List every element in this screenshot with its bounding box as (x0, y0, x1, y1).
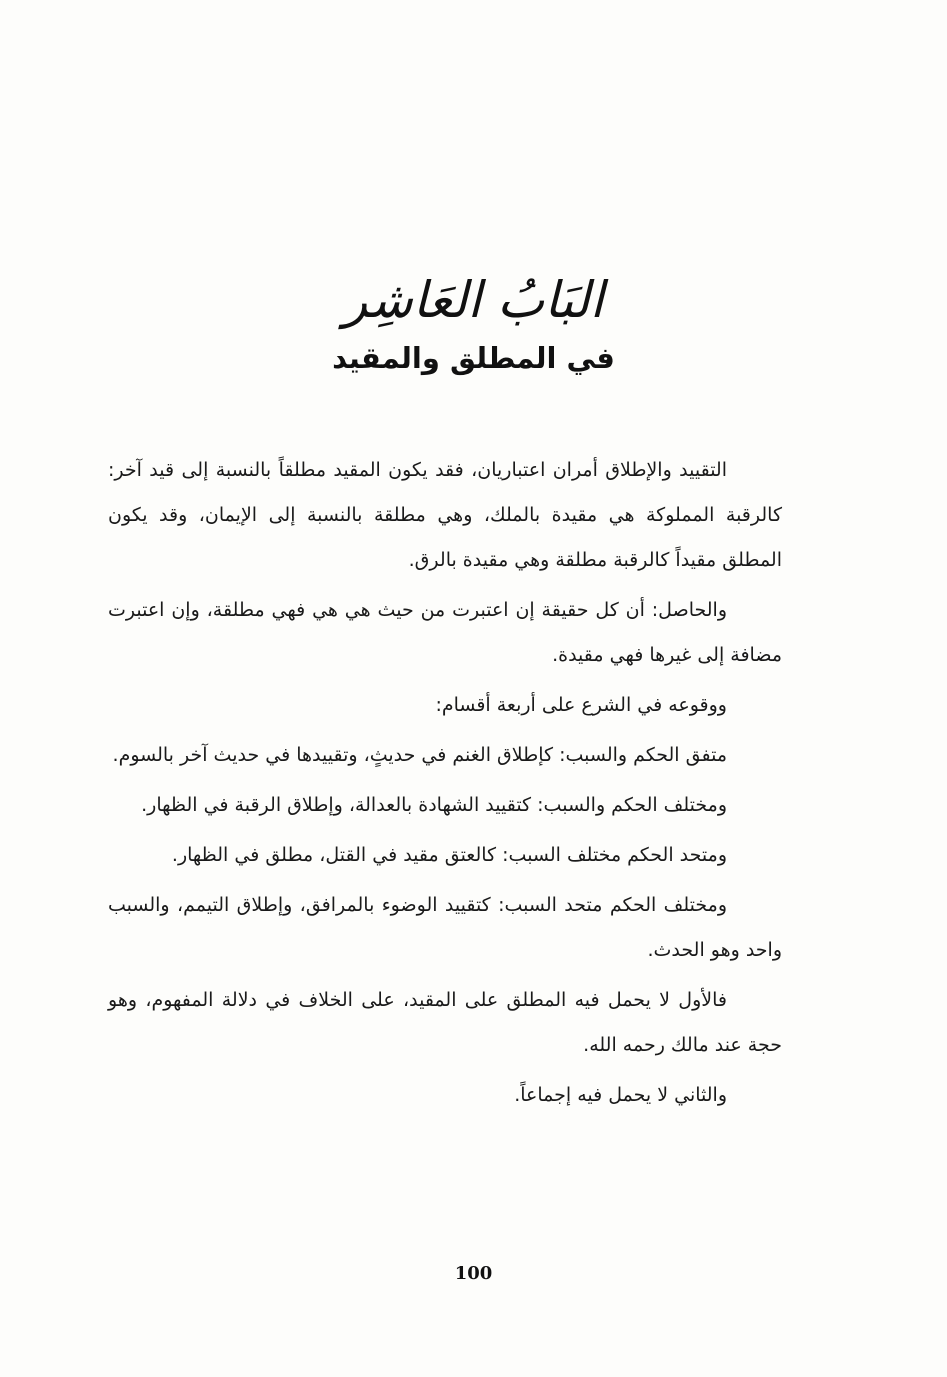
paragraph-5: ومختلف الحكم والسبب: كتقييد الشهادة بالعدالة، وإطلاق الرقبة في الظهار. (141, 794, 727, 816)
chapter-title: البَابُ العَاشِر (343, 271, 604, 329)
page-number: 100 (454, 1263, 493, 1284)
paragraph-9: والثاني لا يحمل فيه إجماعاً. (514, 1084, 727, 1106)
paragraph-2: والحاصل: أن كل حقيقة إن اعتبرت من حيث هي هي فهي مطلقة، وإن اعتبرت مضافة إلى غيرها فهي مقيدة. (108, 599, 782, 666)
chapter-subtitle: في المطلق والمقيد (332, 341, 615, 375)
paragraph-8: فالأول لا يحمل فيه المطلق على المقيد، على الخلاف في دلالة المفهوم، وهو حجة عند مالك رحمه الله. (108, 989, 782, 1056)
paragraph-3: ووقوعه في الشرع على أربعة أقسام: (435, 694, 727, 716)
body-text (108, 448, 782, 1123)
paragraph-4: متفق الحكم والسبب: كإطلاق الغنم في حديثٍ، وتقييدها في حديث آخر بالسوم. (112, 744, 727, 766)
paragraph-1: التقييد والإطلاق أمران اعتباريان، فقد يكون المقيد مطلقاً بالنسبة إلى قيد آخر: كالرقبة المملوكة هي مقيدة بالملك، وهي مطلقة بالنسبة إلى الإيمان، وقد يكون المطلق مقيداً كالرقبة مطلقة وهي مقيدة بالرق. (108, 459, 782, 571)
paragraph-6: ومتحد الحكم مختلف السبب: كالعتق مقيد في القتل، مطلق في الظهار. (171, 844, 727, 866)
paragraph-7: ومختلف الحكم متحد السبب: كتقييد الوضوء بالمرافق، وإطلاق التيمم، والسبب واحد وهو الحدث. (108, 894, 782, 961)
